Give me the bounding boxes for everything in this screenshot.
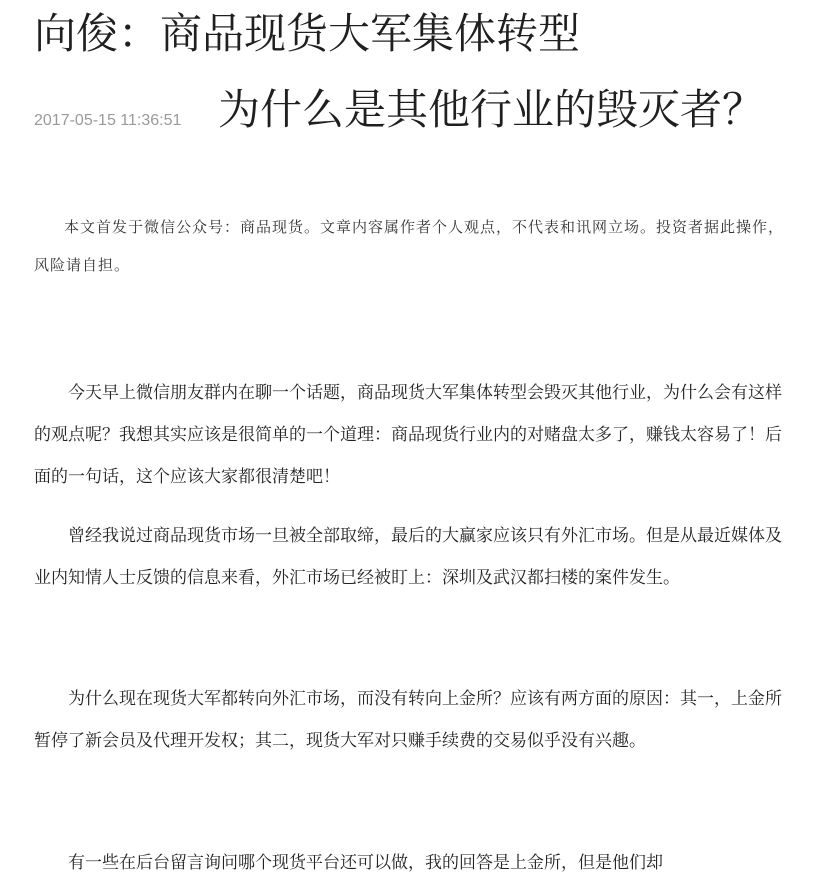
article-paragraph: 为什么现在现货大军都转向外汇市场，而没有转向上金所？应该有两方面的原因：其一，上金所暂停了新会员及代理开发权；其二，现货大军对只赚手续费的交易似乎没有兴趣。 <box>34 689 782 751</box>
title-line-1: 向俊：商品现货大军集体转型 <box>34 9 581 58</box>
article-paragraph: 今天早上微信朋友群内在聊一个话题，商品现货大军集体转型会毁灭其他行业，为什么会有这样的观点呢？我想其实应该是很简单的一个道理：商品现货行业内的对赌盘太多了，赚钱太容易了！后面的一句话，这个应该大家都很清楚吧！ <box>34 383 782 487</box>
copyright-notice: 本文首发于微信公众号：商品现货。文章内容属作者个人观点，不代表和讯网立场。投资者据此操作，风险请自担。 <box>34 218 785 274</box>
publish-timestamp: 2017-05-15 11:36:51 <box>34 112 182 129</box>
title-line-2: 为什么是其他行业的毁灭者？ <box>218 85 765 134</box>
meta-row <box>34 82 824 138</box>
article-paragraph: 曾经我说过商品现货市场一旦被全部取缔，最后的大赢家应该只有外汇市场。但是从最近媒体及业内知情人士反馈的信息来看，外汇市场已经被盯上：深圳及武汉都扫楼的案件发生。 <box>34 526 782 588</box>
article-paragraph: 有一些在后台留言询问哪个现货平台还可以做，我的回答是上金所，但是他们却 <box>68 853 663 873</box>
